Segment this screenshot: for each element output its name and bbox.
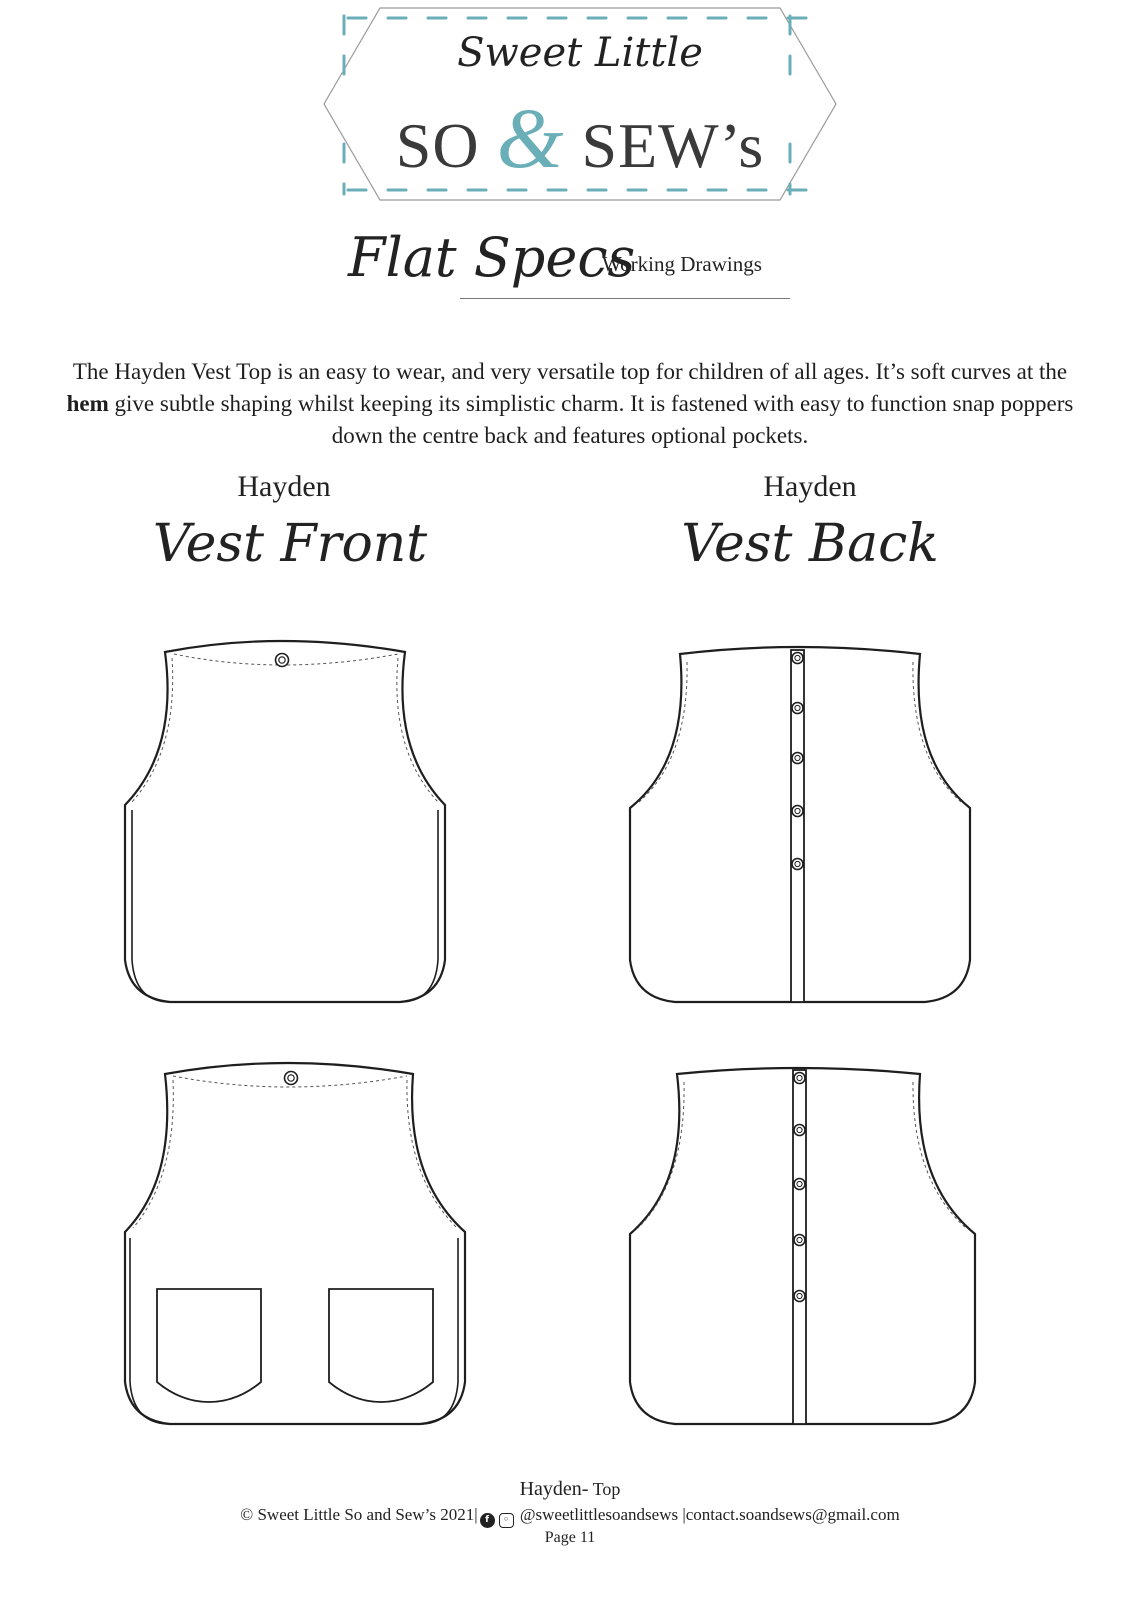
- snap-popper: [276, 654, 289, 667]
- vest-front-script: Vest Front: [152, 514, 428, 574]
- working-drawings-label: Working Drawings: [602, 252, 762, 276]
- social-handle: @sweetlittlesoandsews: [519, 1505, 679, 1524]
- facebook-icon: f: [480, 1513, 495, 1528]
- vest-back-script: Vest Back: [681, 514, 939, 574]
- vest-front-pockets-drawing: [115, 1052, 475, 1432]
- vest-front-drawing: [110, 630, 460, 1010]
- logo-so: SO: [395, 110, 480, 181]
- logo-ampersand: &: [496, 90, 565, 186]
- button-placket: [793, 1070, 806, 1424]
- intro-bold-word: hem: [66, 391, 109, 416]
- header-underline: [460, 298, 790, 299]
- back-column-title: Hayden: [763, 470, 857, 503]
- copyright-text: © Sweet Little So and Sew’s 2021: [240, 1505, 475, 1524]
- left-pocket: [157, 1289, 261, 1402]
- footer-contact-line: © Sweet Little So and Sew’s 2021| f ◦ @sweetlittlesoandsews |contact.soandsews@gmail.com: [0, 1505, 1140, 1528]
- intro-text-2: give subtle shaping whilst keeping its simplistic charm. It is fastened with easy to function snap poppers down the centre back and features optional pockets.: [108, 391, 1074, 448]
- logo-script-text: Sweet Little: [457, 30, 703, 76]
- logo-wordmark: [320, 88, 840, 188]
- instagram-icon: ◦: [499, 1513, 514, 1528]
- page-number: Page 11: [544, 1529, 596, 1546]
- right-pocket: [329, 1289, 433, 1402]
- vest-back-drawing: [625, 640, 975, 1010]
- contact-email: contact.soandsews@gmail.com: [685, 1505, 900, 1524]
- logo-sew: SEW’s: [581, 110, 765, 181]
- flat-specs-script: Flat Specs: [348, 226, 636, 289]
- footer-title-small: Top: [588, 1479, 621, 1499]
- intro-text-1: The Hayden Vest Top is an easy to wear, and very versatile top for children of all ages. It’s soft curves at the: [72, 359, 1068, 384]
- snap-popper: [285, 1072, 298, 1085]
- intro-paragraph: [50, 356, 1090, 452]
- brand-logo: [320, 4, 840, 204]
- flat-specs-header: [340, 220, 800, 310]
- vest-back-lower-drawing: [620, 1062, 980, 1432]
- front-column-title: Hayden: [237, 470, 331, 503]
- footer-title-main: Hayden-: [519, 1478, 589, 1500]
- footer-title: [0, 1478, 1140, 1501]
